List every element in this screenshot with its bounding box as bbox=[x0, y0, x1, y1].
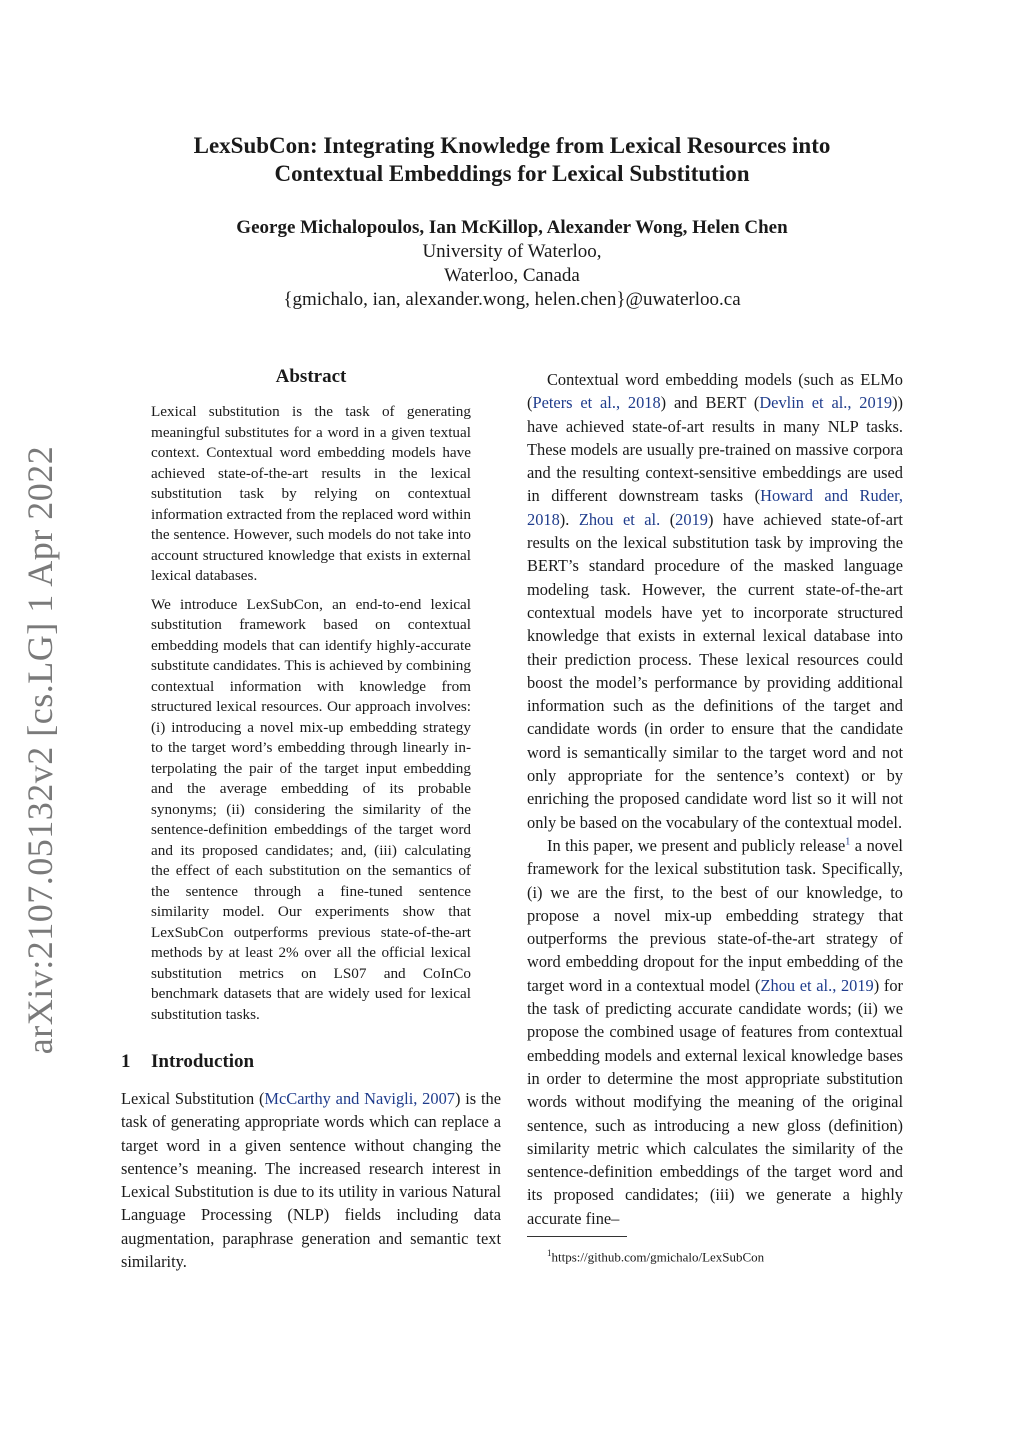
author-emails: {gmichalo, ian, alexander.wong, helen.chen}@uwaterloo.ca bbox=[283, 289, 741, 310]
citation-link[interactable]: Devlin et al., 2019 bbox=[759, 393, 893, 413]
author-names: George Michalopoulos, Ian McKillop, Alexander Wong, Helen Chen bbox=[236, 217, 788, 238]
citation-link[interactable]: Peters et al., 2018 bbox=[532, 393, 661, 413]
citation-link[interactable]: 2019 bbox=[675, 509, 708, 529]
text-run: ( bbox=[660, 509, 676, 529]
section-heading-introduction bbox=[121, 1051, 501, 1073]
section-title: Introduction bbox=[151, 1051, 255, 1072]
abstract-heading: Abstract bbox=[275, 366, 347, 387]
title-line-2: Contextual Embeddings for Lexical Substitution bbox=[274, 161, 750, 186]
text-run: ). bbox=[559, 509, 579, 529]
affiliation-location: Waterloo, Canada bbox=[444, 265, 580, 286]
citation-link[interactable]: Zhou et al., 2019 bbox=[760, 975, 874, 995]
footnote-url[interactable]: https://github.com/gmichalo/LexSubCon bbox=[551, 1249, 765, 1265]
text-run: ) is the task of generating appropriate words which can replace a target word in a given sentence without changing the sentence’s meaning. The increased research interest in Lexical Substitution is due to its utility in various Natural Language Processing (NLP) fields including data augmentation, paraphrase generation and semantic text similarity. bbox=[121, 1089, 501, 1272]
author-block bbox=[100, 216, 924, 312]
intro-paragraph-3 bbox=[527, 834, 903, 1230]
arxiv-stamp bbox=[12, 445, 68, 1055]
text-run: ) have achieved state-of-art results on the lexical substitution task by improving the BERT’s standard procedure of the masked language modeling task. However, the current state-of-the-art contextual models have yet to incorporate structured knowledge that exists in external lexical database into their prediction process. These lexical resources could boost the model’s performance by providing additional information such as the definitions of the target and candidate words (in order to ensure that the candidate word is semantically similar to the target word and not only appropriate for the sentence’s context) or by enriching the proposed candidate word list so it will not only be based on the vocabulary of the contextual model. bbox=[527, 509, 903, 832]
footnote-divider bbox=[527, 1236, 627, 1237]
abstract-body bbox=[151, 402, 471, 1025]
text-run: In this paper, we present and publicly release bbox=[547, 835, 846, 855]
text-run: ) for the task of predicting accurate candidate words; (ii) we propose the combined usage of features from contextual embedding models and external lexical knowledge bases in order to determine the most appropriate substitution words without modifying the meaning of the original sentence, such as introducing a new gloss (definition) similarity metric which calculates the similarity of the sentence-definition embeddings of the target word and its proposed candidates; (iii) we generate a highly accurate fine– bbox=[527, 975, 903, 1228]
right-column bbox=[527, 368, 903, 1265]
footnote bbox=[527, 1245, 903, 1265]
paper-title bbox=[100, 132, 924, 188]
text-run: )) have achieved state-of-art results in many NLP tasks. These models are usually pre-trained on massive corpora and the resulting context-sensitive embeddings are used in different downstream tasks ( bbox=[527, 393, 904, 506]
text-run: Contextual word embedding models (such as ELMo ( bbox=[527, 370, 903, 413]
abstract-paragraph-2: We introduce LexSubCon, an end-to-end lexical substitution framework based on contextual embedding models that can identify highly-accurate substitute candidates. This is achieved by combining contextual information with knowledge from structured lexical resources. Our approach involves: (i) introducing a novel mix-up embedding strategy to the target word’s embedding through linearly interpolating the pair of the target input embedding and the average embedding of its probable synonyms; (ii) considering the similarity of the sentence-definition embeddings of the target word and its proposed candidates; and, (iii) calculating the effect of each substitution on the semantics of the sentence through a fine-tuned sentence similarity model. Our experiments show that LexSubCon outperforms previous state-of-the-art methods by at least 2% over all the official lexical substitution metrics on LS07 and CoInCo benchmark datasets that are widely used for lexical substitution tasks. bbox=[151, 595, 471, 1023]
citation-link[interactable]: McCarthy and Navigli, 2007 bbox=[264, 1089, 455, 1108]
footnote-marker[interactable]: 1 bbox=[845, 836, 851, 848]
intro-paragraph-2 bbox=[527, 368, 903, 834]
left-column bbox=[121, 366, 501, 1273]
footnote-number: 1 bbox=[547, 1247, 552, 1258]
citation-link[interactable]: Zhou et al. bbox=[578, 509, 661, 529]
abstract-paragraph-1: Lexical substitution is the task of generating meaningful substitutes for a word in a given textual context. Contextual word embedding models have achieved state-of-the-art results in the lexical substitution task by relying on contextual information extracted from the replaced word within the sentence. However, such models do not take into account structured knowledge that exists in external lexical databases. bbox=[151, 403, 471, 584]
intro-paragraph-1 bbox=[121, 1087, 501, 1273]
arxiv-identifier: arXiv:2107.05132v2 [cs.LG] 1 Apr 2022 bbox=[20, 445, 61, 1055]
affiliation-university: University of Waterloo, bbox=[422, 241, 602, 262]
text-run: ) and BERT ( bbox=[660, 393, 760, 413]
title-line-1: LexSubCon: Integrating Knowledge from Lexical Resources into bbox=[193, 133, 831, 158]
section-number: 1 bbox=[121, 1051, 131, 1072]
text-run: Lexical Substitution ( bbox=[121, 1089, 265, 1108]
text-run: a novel framework for the lexical substitution task. Specifically, (i) we are the first, to the best of our knowledge, to propose a novel mix-up embedding strategy that outperforms the previous state-of-the-art strategy of word embedding dropout for the input embedding of the target word in a contextual model ( bbox=[527, 835, 903, 995]
citation-link[interactable]: Howard and Ruder, 2018 bbox=[527, 486, 904, 529]
